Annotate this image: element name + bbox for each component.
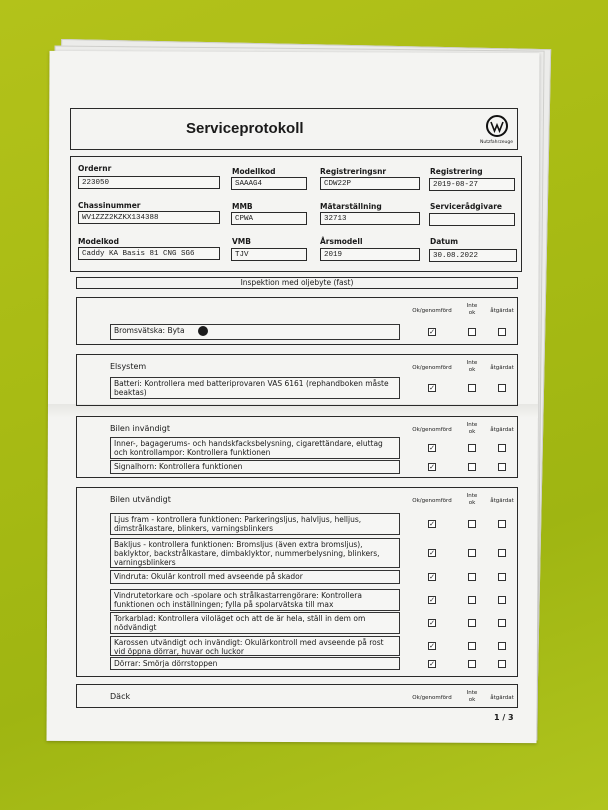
registreringsnr-value: CDW22P [320, 177, 420, 190]
inte-ok-checkbox[interactable] [468, 660, 476, 668]
vmb-value: TJV [231, 248, 307, 261]
datum-value: 30.08.2022 [429, 249, 517, 262]
ok-checkbox[interactable]: ✓ [429, 660, 435, 668]
atgardat-checkbox[interactable] [498, 619, 506, 627]
ok-checkbox[interactable]: ✓ [429, 328, 435, 336]
checklist-row: Signalhorn: Kontrollera funktionen [110, 460, 400, 474]
modellkod-value: SAAAG4 [231, 177, 307, 190]
servicerad-value [429, 213, 515, 226]
ok-checkbox[interactable]: ✓ [429, 619, 435, 627]
chassinummer-value: WV1ZZZ2KZKX134388 [78, 211, 220, 224]
document-title: Serviceprotokoll [186, 120, 304, 137]
column-ok-header: Ok/genomförd [412, 427, 452, 433]
mmb-label: MMB [232, 202, 253, 211]
atgardat-checkbox[interactable] [498, 444, 506, 452]
section-title: Däck [110, 692, 131, 701]
inte-ok-checkbox[interactable] [468, 619, 476, 627]
section-title: Elsystem [110, 362, 147, 371]
column-ok-label: ok [468, 367, 476, 373]
checklist-row: Karossen utvändigt och invändigt: Okulärkontroll med avseende på rost vid öppna dörrar, huvar och luckor [110, 636, 400, 656]
atgardat-checkbox[interactable] [498, 328, 506, 336]
column-atgardat-header: åtgärdat [490, 427, 514, 433]
checklist-row: Vindrutetorkare och -spolare och strålkastarrengörare: Kontrollera funktionen och inställningen; fylla på spolarvätska till max [110, 589, 400, 611]
atgardat-checkbox[interactable] [498, 549, 506, 557]
ok-checkbox[interactable]: ✓ [429, 520, 435, 528]
section-title: Bilen invändigt [110, 424, 170, 433]
atgardat-checkbox[interactable] [498, 573, 506, 581]
arsmodell-label: Årsmodell [320, 237, 363, 246]
inte-ok-checkbox[interactable] [468, 463, 476, 471]
column-ok-label: ok [468, 310, 476, 316]
registrering-label: Registrering [430, 167, 483, 176]
registrering-value: 2019-08-27 [429, 178, 515, 191]
checklist-row: Inner-, bagagerums- och handskfacksbelysning, cigarettändare, eluttag och kontrollampor: Kontrollera funktionen [110, 437, 400, 459]
column-atgardat-header: åtgärdat [490, 365, 514, 371]
column-inte-label: Inte [466, 690, 478, 696]
datum-label: Datum [430, 237, 459, 246]
ordernr-label: Ordernr [78, 164, 112, 173]
inte-ok-checkbox[interactable] [468, 642, 476, 650]
column-ok-header: Ok/genomförd [412, 695, 452, 701]
column-ok-label: ok [468, 500, 476, 506]
inte-ok-checkbox[interactable] [468, 444, 476, 452]
column-inte-label: Inte [466, 422, 478, 428]
column-ok-label: ok [468, 429, 476, 435]
atgardat-checkbox[interactable] [498, 660, 506, 668]
column-inte-label: Inte [466, 493, 478, 499]
column-inte-label: Inte [466, 360, 478, 366]
mmb-value: CPWA [231, 212, 307, 225]
ok-checkbox[interactable]: ✓ [429, 444, 435, 452]
brand-text: Nutzfahrzeuge [480, 140, 513, 145]
ok-checkbox[interactable]: ✓ [429, 549, 435, 557]
matarstallning-label: Mätarställning [320, 202, 382, 211]
column-atgardat-header: åtgärdat [490, 308, 514, 314]
inspection-title: Inspektion med oljebyte (fast) [76, 277, 518, 289]
ok-checkbox[interactable]: ✓ [429, 384, 435, 392]
modelltext-label: Modelkod [78, 237, 119, 246]
column-atgardat-header: åtgärdat [490, 498, 514, 504]
column-inte-ok-header [460, 360, 484, 374]
column-ok-header: Ok/genomförd [412, 498, 452, 504]
column-inte-ok-header [460, 493, 484, 507]
inte-ok-checkbox[interactable] [468, 328, 476, 336]
checklist-row: Bromsvätska: Byta [110, 324, 400, 340]
column-atgardat-header: åtgärdat [490, 695, 514, 701]
column-ok-header: Ok/genomförd [412, 308, 452, 314]
punch-hole-icon [198, 326, 208, 336]
column-ok-header: Ok/genomförd [412, 365, 452, 371]
modellkod-label: Modellkod [232, 167, 276, 176]
checklist-row: Vindruta: Okulär kontroll med avseende på skador [110, 570, 400, 584]
checklist-row: Torkarblad: Kontrollera viloläget och att de är hela, ställ in dem om nödvändigt [110, 612, 400, 634]
inte-ok-checkbox[interactable] [468, 573, 476, 581]
section-title: Bilen utvändigt [110, 495, 171, 504]
chassinummer-label: Chassinummer [78, 201, 141, 210]
registreringsnr-label: Registreringsnr [320, 167, 387, 176]
modelltext-value: Caddy KA Basis 81 CNG SG6 [78, 247, 220, 260]
ok-checkbox[interactable]: ✓ [429, 463, 435, 471]
ok-checkbox[interactable]: ✓ [429, 573, 435, 581]
atgardat-checkbox[interactable] [498, 642, 506, 650]
atgardat-checkbox[interactable] [498, 596, 506, 604]
atgardat-checkbox[interactable] [498, 463, 506, 471]
page-number: 1 / 3 [494, 713, 514, 722]
column-inte-label: Inte [466, 303, 478, 309]
vw-logo-icon [486, 115, 508, 137]
inte-ok-checkbox[interactable] [468, 549, 476, 557]
servicerad-label: Servicerådgivare [430, 202, 502, 211]
ordernr-value: 223050 [78, 176, 220, 189]
checklist-row: Ljus fram - kontrollera funktionen: Parkeringsljus, halvljus, helljus, dimstrålkastare, blinkers, varningsblinkers [110, 513, 400, 535]
atgardat-checkbox[interactable] [498, 384, 506, 392]
checklist-row: Bakljus - kontrollera funktionen: Bromsljus (även extra bromsljus), baklyktor, backstrålkastare, dimbaklyktor, nummerbelysning, blinkers, varningsblinkers [110, 538, 400, 568]
column-ok-label: ok [468, 697, 476, 703]
checklist-row: Batteri: Kontrollera med batteriprovaren VAS 6161 (rephandboken måste beaktas) [110, 377, 400, 399]
inte-ok-checkbox[interactable] [468, 384, 476, 392]
atgardat-checkbox[interactable] [498, 520, 506, 528]
inte-ok-checkbox[interactable] [468, 596, 476, 604]
matarstallning-value: 32713 [320, 212, 420, 225]
checklist-row: Dörrar: Smörja dörrstoppen [110, 657, 400, 670]
ok-checkbox[interactable]: ✓ [429, 642, 435, 650]
ok-checkbox[interactable]: ✓ [429, 596, 435, 604]
vmb-label: VMB [232, 237, 251, 246]
column-inte-ok-header [460, 303, 484, 317]
column-inte-ok-header [460, 422, 484, 436]
arsmodell-value: 2019 [320, 248, 420, 261]
column-inte-ok-header [460, 690, 484, 704]
inte-ok-checkbox[interactable] [468, 520, 476, 528]
